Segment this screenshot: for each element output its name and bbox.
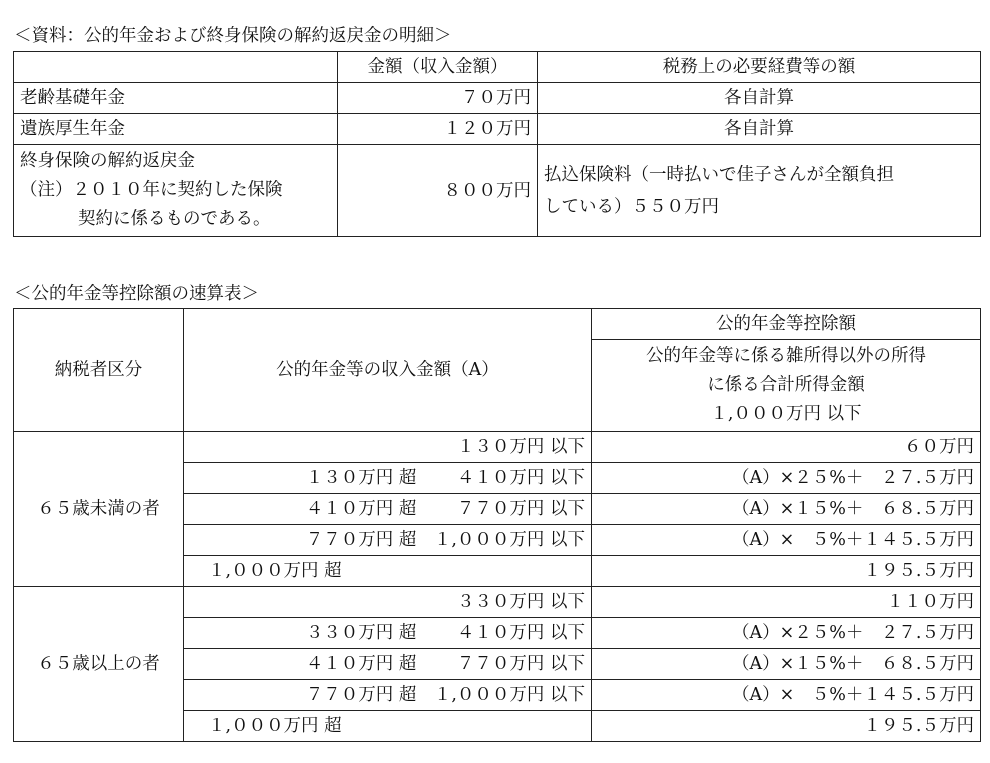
row-name-line: 終身保険の解約返戻金 [20,151,195,171]
row-expense: 各自計算 [538,114,981,145]
income-range: ７７０万円 超 １,０００万円 以下 [184,525,592,556]
group-label: ６５歳以上の者 [14,587,184,742]
deduction-value: （A）× ５%＋１４５.５万円 [592,680,981,711]
row-name: 遺族厚生年金 [14,114,338,145]
deduction-value: １９５.５万円 [592,711,981,742]
income-range: ３３０万円 以下 [184,587,592,618]
deduction-quick-table [13,308,981,742]
deduction-value: １１０万円 [592,587,981,618]
condition-line: １,０００万円 以下 [710,404,862,424]
condition-line: 公的年金等に係る雑所得以外の所得 [646,346,926,366]
income-range: ４１０万円 超 ７７０万円 以下 [184,494,592,525]
deduction-value: （A）×２５%＋ ２７.５万円 [592,618,981,649]
row-name-multiline [14,145,338,237]
header-blank [14,52,338,83]
pension-detail-table [13,51,981,237]
income-range: ３３０万円 超 ４１０万円 以下 [184,618,592,649]
income-range: １,０００万円 超 [184,556,592,587]
table-row [14,432,981,463]
row-amount: ８００万円 [338,145,538,237]
row-amount: ７０万円 [338,83,538,114]
row-expense-multiline [538,145,981,237]
group-label: ６５歳未満の者 [14,432,184,587]
header-amount: 金額（収入金額） [338,52,538,83]
row-name-note: （注）２０１０年に契約した保険 [20,180,283,200]
income-range: １３０万円 超 ４１０万円 以下 [184,463,592,494]
deduction-value: １９５.５万円 [592,556,981,587]
row-expense-line: している）５５０万円 [544,196,719,217]
condition-line: に係る合計所得金額 [707,375,865,395]
row-expense: 各自計算 [538,83,981,114]
income-range: １,０００万円 超 [184,711,592,742]
table-row [14,145,981,237]
deduction-value: （A）×１５%＋ ６８.５万円 [592,494,981,525]
table-row [14,83,981,114]
income-range: ４１０万円 超 ７７０万円 以下 [184,649,592,680]
income-range: １３０万円 以下 [184,432,592,463]
header-deduction-condition [592,340,981,432]
header-deduction: 公的年金等控除額 [592,309,981,340]
row-name-note-cont: 契約に係るものである。 [78,209,271,229]
row-amount: １２０万円 [338,114,538,145]
income-range: ７７０万円 超 １,０００万円 以下 [184,680,592,711]
table-row [14,114,981,145]
deduction-value: ６０万円 [592,432,981,463]
row-name: 老齢基礎年金 [14,83,338,114]
deduction-value: （A）×２５%＋ ２７.５万円 [592,463,981,494]
header-expense: 税務上の必要経費等の額 [538,52,981,83]
header-taxpayer-category: 納税者区分 [14,309,184,432]
deduction-value: （A）× ５%＋１４５.５万円 [592,525,981,556]
row-expense-line: 払込保険料（一時払いで佳子さんが全額負担 [544,164,894,185]
table-row [14,587,981,618]
deduction-value: （A）×１５%＋ ６８.５万円 [592,649,981,680]
table1-caption: ＜資料：公的年金および終身保険の解約返戻金の明細＞ [14,26,452,46]
header-income-amount: 公的年金等の収入金額（A） [184,309,592,432]
table2-caption: ＜公的年金等控除額の速算表＞ [14,284,259,304]
